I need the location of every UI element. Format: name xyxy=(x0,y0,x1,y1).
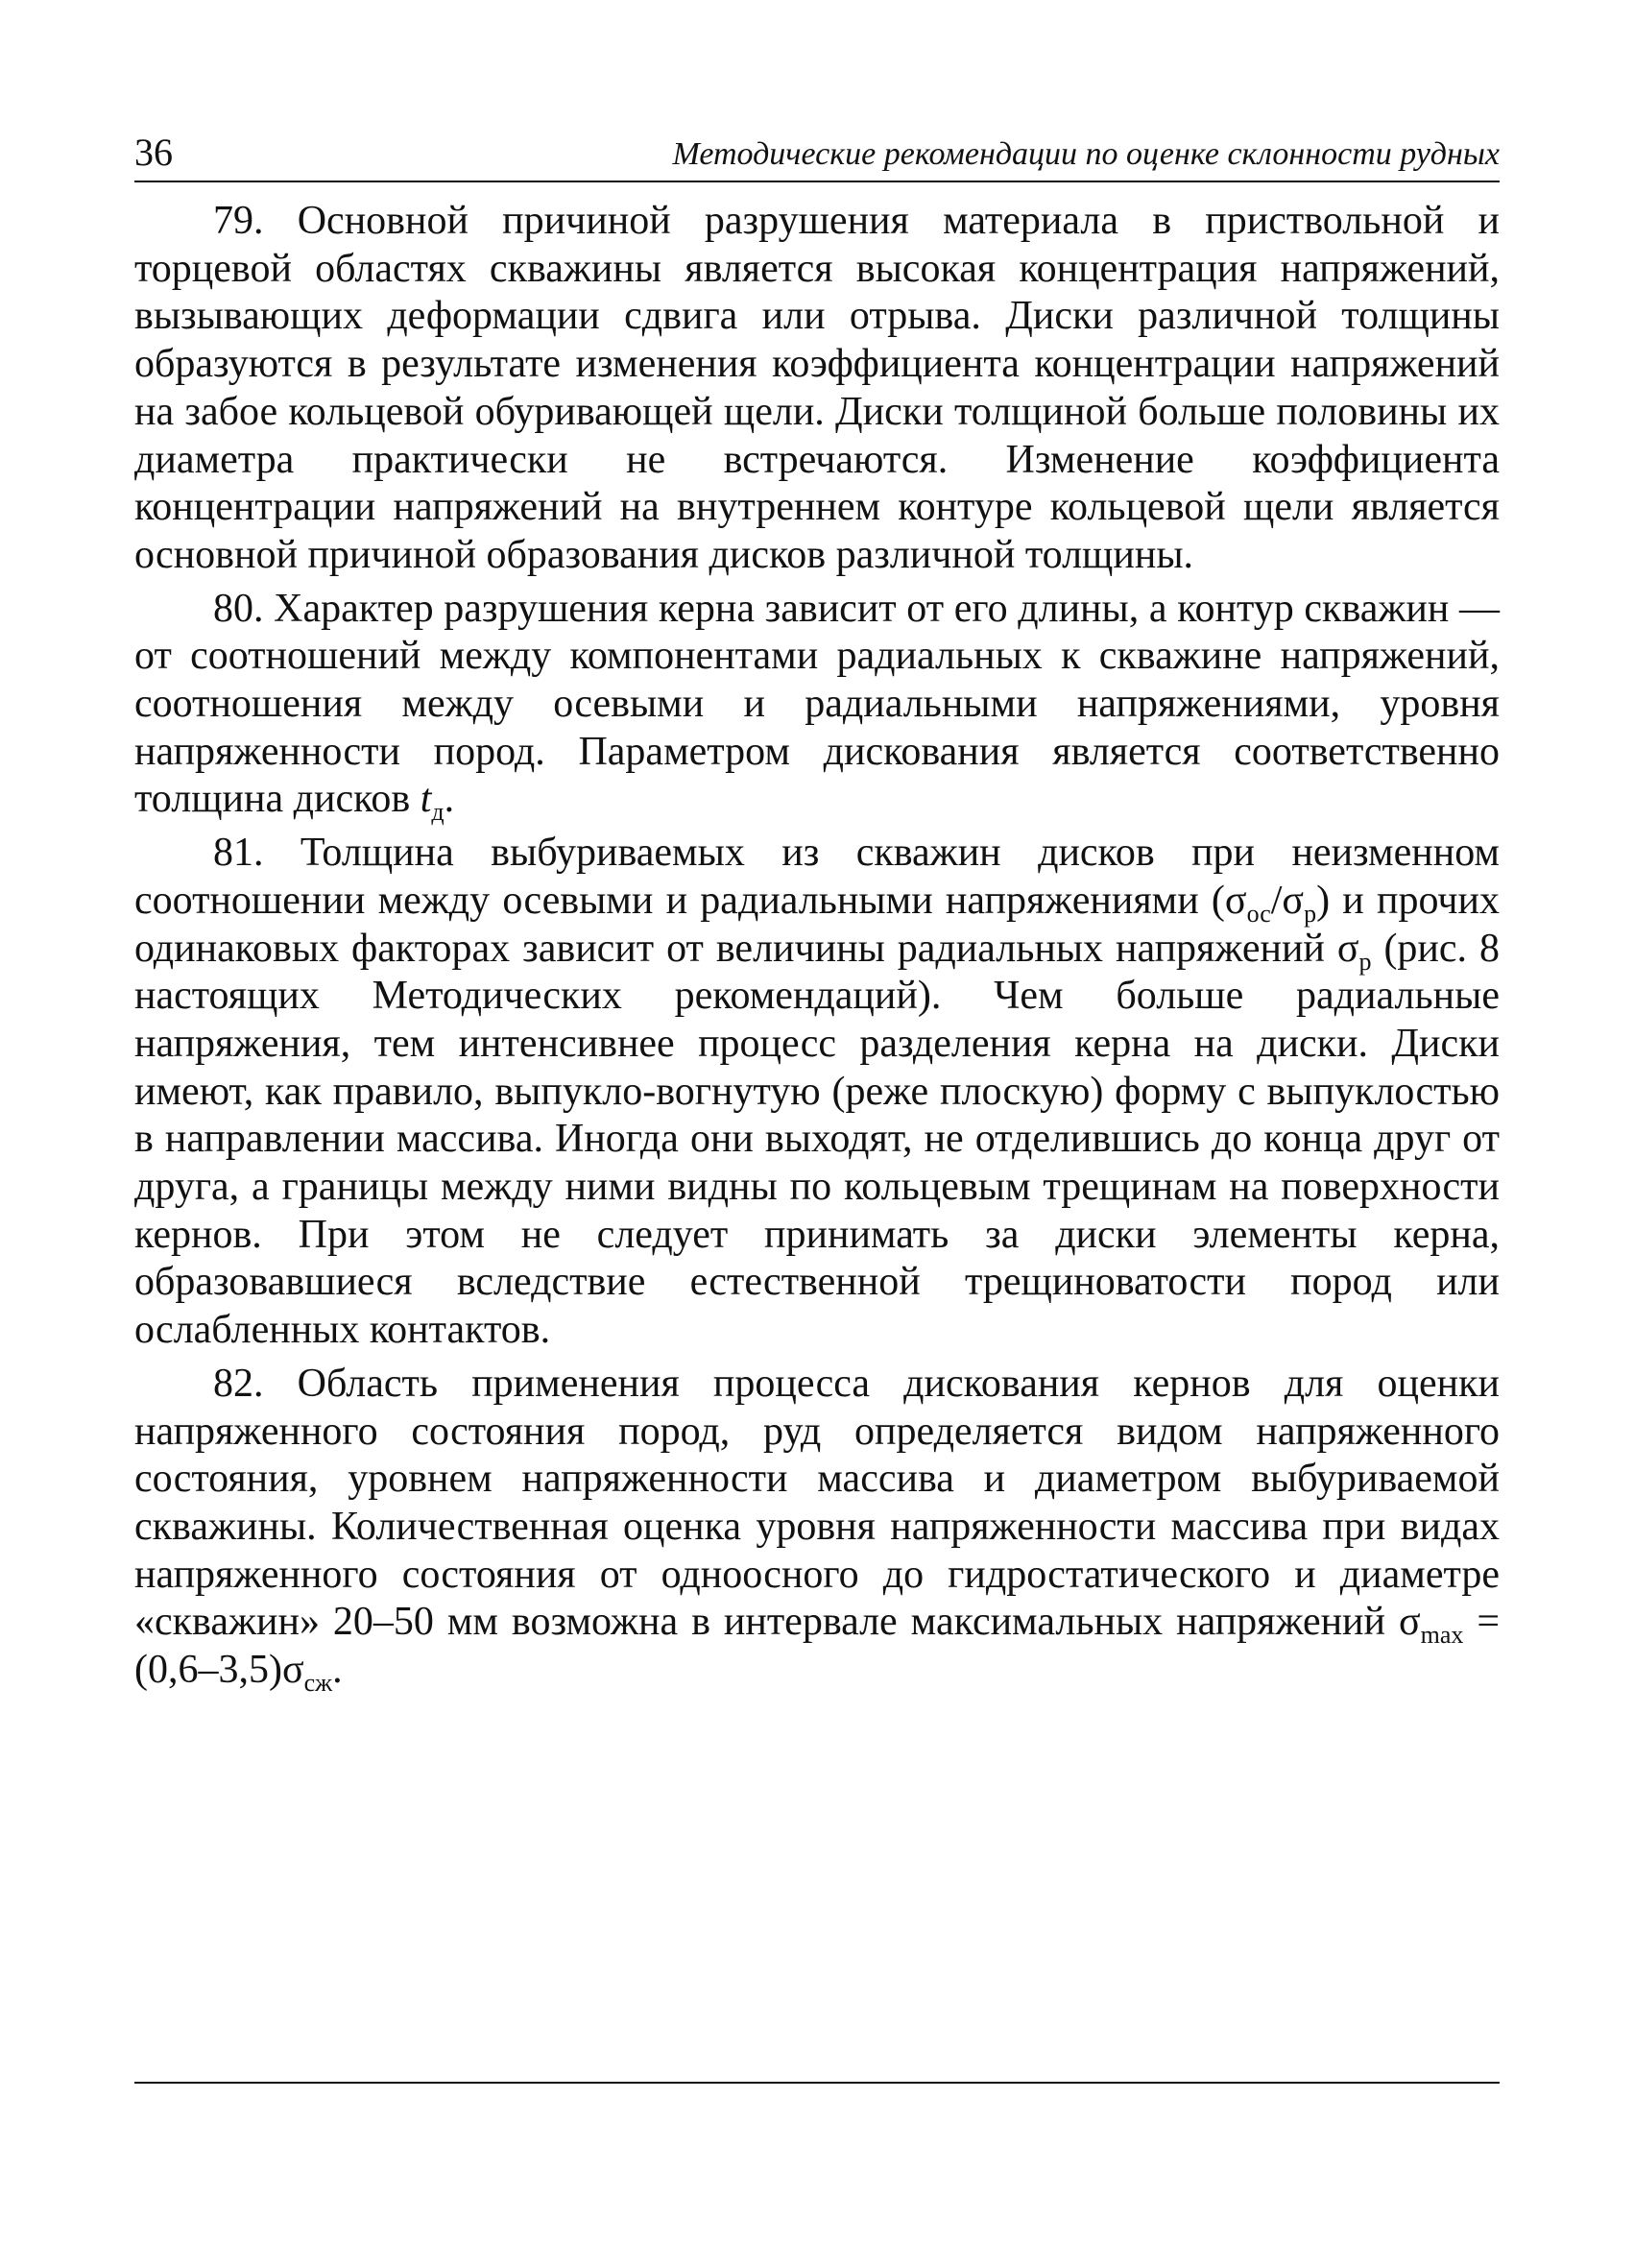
paragraph-82-part1: 82. Область применения процесса дискования кернов для оценки напряженного состояния пород, руд определяется видом напряженного состояния, уровнем напряженности массива и диаметром выбуриваемой скважины. Количественная оценка уровня напряженности массива при видах напряженного состояния от одноосного до гидростатического и диаметре «скважин» 20–50 мм возможна в интервале максимальных напряжений xyxy=(134,1361,1500,1645)
disc-thickness-symbol: t xyxy=(420,777,432,822)
sigma-subscript: max xyxy=(1420,1621,1464,1650)
paragraph-81-part2: ) и прочих одинаковых факторах зависит от величины радиальных напряжений xyxy=(134,878,1500,971)
sigma-symbol: σ xyxy=(281,1648,304,1693)
paragraph-82-end: . xyxy=(332,1648,343,1693)
disc-thickness-subscript: д xyxy=(431,798,445,827)
paragraph-81-part3: (рис. 8 настоящих Методических рекомендаций). Чем больше радиальные напряжения, тем интенсивнее процесс разделения керна на диски. Диски имеют, как правило, выпукло-вогнутую (реже плоскую) форму с выпуклостью в направлении массива. Иногда они выходят, не отделившись до конца друг от друга, а границы между ними видны по кольцевым трещинам на поверхности кернов. При этом не следует принимать за диски элементы керна, образовавшиеся вследствие естественной трещиноватости пород или ослабленных контактов. xyxy=(134,926,1501,1353)
paragraph-79: 79. Основной причиной разрушения материала в приствольной и торцевой областях скважины является высокая концентрация напряжений, вызывающих деформации сдвига или отрыва. Диски различной толщины образуются в результате изменения коэффициента концентрации напряжений на забое кольцевой обуривающей щели. Диски толщиной больше половины их диаметра практически не встречаются. Изменение коэффициента концентрации напряжений на внутреннем контуре кольцевой щели является основной причиной образования дисков различной толщины. xyxy=(134,199,1500,577)
sigma-subscript: р xyxy=(1304,899,1317,928)
page-header xyxy=(134,123,1500,182)
running-title: Методические рекомендации по оценке склонности рудных xyxy=(672,136,1500,172)
paragraph-81-part1: 81. Толщина выбуриваемых из скважин дисков при неизменном соотношении между осевыми и радиальными напряжениями ( xyxy=(134,831,1500,923)
sigma-symbol: σ xyxy=(1336,926,1359,971)
paragraph-80-text: 80. Характер разрушения керна зависит от его длины, а контур скважин — от соотношений между компонентами радиальных к скважине напряжений, соотношения между осевыми и радиальными напряжениями, уровня напряженности пород. Параметром дискования является соответственно толщина дисков xyxy=(134,586,1500,822)
paragraph-80 xyxy=(134,586,1500,825)
sigma-subscript: р xyxy=(1358,947,1372,976)
sigma-symbol: σ xyxy=(1282,878,1305,923)
slash: / xyxy=(1270,878,1283,923)
paragraph-81 xyxy=(134,830,1500,1355)
sigma-symbol: σ xyxy=(1398,1600,1421,1645)
paragraph-82 xyxy=(134,1361,1501,1698)
sigma-subscript: сж xyxy=(303,1669,333,1698)
paragraph-82-mid: = (0,6–3,5) xyxy=(134,1600,1501,1693)
paragraph-80-end: . xyxy=(444,777,455,822)
sigma-symbol: σ xyxy=(1224,878,1247,923)
sigma-subscript: ос xyxy=(1246,899,1271,928)
body-text xyxy=(134,198,1500,1701)
page-number: 36 xyxy=(134,131,173,174)
footer-rule xyxy=(134,2082,1500,2084)
